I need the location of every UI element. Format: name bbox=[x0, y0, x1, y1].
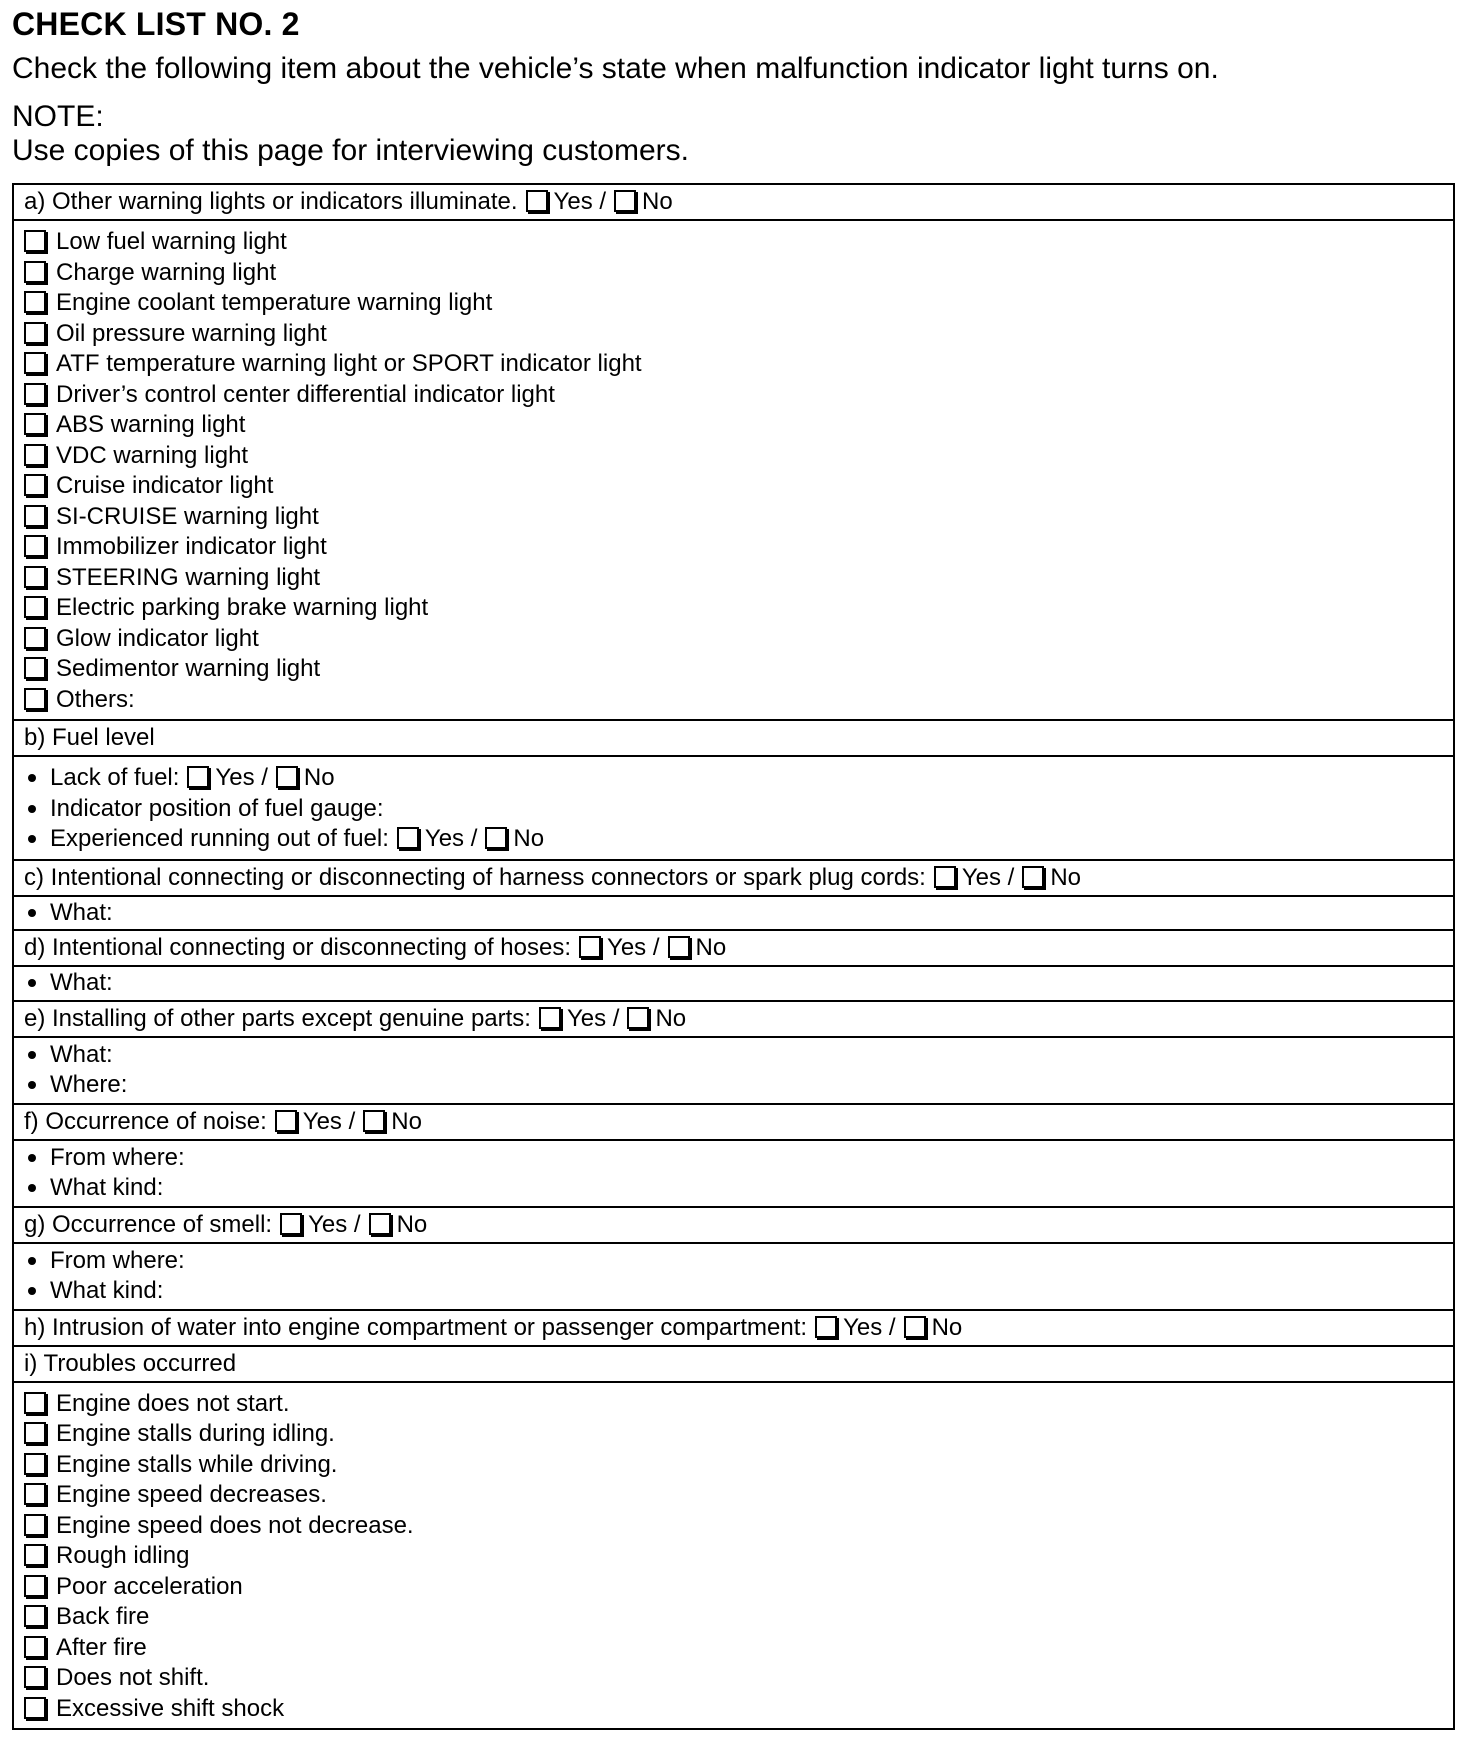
no-label: No bbox=[513, 825, 545, 852]
yes-label: Yes / bbox=[553, 188, 607, 215]
section-b-heading bbox=[14, 721, 1453, 757]
checklist-item[interactable] bbox=[24, 288, 1453, 319]
checklist-item-label: Engine speed decreases. bbox=[56, 1481, 327, 1508]
bullet-icon bbox=[28, 835, 36, 843]
checkbox-icon[interactable] bbox=[275, 1110, 297, 1132]
checklist-item[interactable] bbox=[24, 532, 1453, 563]
yes-label: Yes / bbox=[302, 1107, 356, 1135]
what-kind-label: What kind: bbox=[50, 1277, 164, 1304]
section-i-heading bbox=[14, 1347, 1453, 1383]
checklist-item[interactable] bbox=[24, 471, 1453, 502]
no-option[interactable] bbox=[614, 188, 673, 216]
section-c-body bbox=[14, 897, 1453, 932]
note-text: Use copies of this page for interviewing customers. bbox=[12, 134, 689, 167]
checkbox-icon[interactable] bbox=[24, 352, 46, 374]
checklist-item-label: Engine stalls while driving. bbox=[56, 1450, 338, 1478]
checklist-item[interactable] bbox=[24, 258, 1453, 289]
checklist-item-label: Others: bbox=[56, 685, 135, 713]
checklist-item-label: Excessive shift shock bbox=[56, 1694, 285, 1722]
list-item bbox=[24, 1143, 1453, 1174]
checkbox-icon[interactable] bbox=[276, 766, 298, 788]
list-item bbox=[24, 968, 1453, 999]
checklist-item-label: SI-CRUISE warning light bbox=[56, 502, 319, 530]
list-item bbox=[24, 1276, 1453, 1307]
checkbox-icon[interactable] bbox=[24, 1666, 46, 1688]
checkbox-icon[interactable] bbox=[24, 535, 46, 557]
checklist-item[interactable] bbox=[24, 319, 1453, 350]
section-b-body bbox=[14, 757, 1453, 861]
no-option[interactable] bbox=[668, 934, 727, 962]
checkbox-icon[interactable] bbox=[668, 936, 690, 958]
what-label: What: bbox=[50, 1040, 113, 1068]
list-item bbox=[24, 1040, 1453, 1071]
checklist-item[interactable] bbox=[24, 380, 1453, 411]
section-f-body bbox=[14, 1141, 1453, 1208]
checkbox-icon[interactable] bbox=[24, 413, 46, 435]
checkbox-icon[interactable] bbox=[485, 827, 507, 849]
bullet-icon bbox=[28, 1051, 36, 1059]
checklist-item[interactable] bbox=[24, 1663, 1453, 1694]
checkbox-icon[interactable] bbox=[24, 444, 46, 466]
no-label: No bbox=[1050, 863, 1082, 891]
checklist-item[interactable] bbox=[24, 563, 1453, 594]
yes-option[interactable] bbox=[187, 763, 268, 794]
checklist-item[interactable] bbox=[24, 1450, 1453, 1481]
checkbox-icon[interactable] bbox=[369, 1213, 391, 1235]
checkbox-icon[interactable] bbox=[24, 505, 46, 527]
section-f-label: f) Occurrence of noise: bbox=[24, 1107, 267, 1135]
no-label: No bbox=[931, 1313, 963, 1341]
checklist-item-label: STEERING warning light bbox=[56, 563, 321, 591]
checkbox-icon[interactable] bbox=[24, 383, 46, 405]
checkbox-icon[interactable] bbox=[526, 190, 548, 212]
checkbox-icon[interactable] bbox=[24, 474, 46, 496]
checklist-item-label: Sedimentor warning light bbox=[56, 655, 321, 682]
note-label: NOTE: bbox=[12, 100, 104, 133]
section-a-label: a) Other warning lights or indicators illuminate. bbox=[24, 188, 518, 215]
bullet-icon bbox=[28, 1081, 36, 1089]
checklist-form bbox=[12, 183, 1455, 1730]
checklist-item-label: Back fire bbox=[56, 1603, 150, 1630]
checkbox-icon[interactable] bbox=[24, 230, 46, 252]
checkbox-icon[interactable] bbox=[24, 1636, 46, 1658]
bullet-icon bbox=[28, 1184, 36, 1192]
what-label: What: bbox=[50, 969, 113, 996]
checkbox-icon[interactable] bbox=[24, 1483, 46, 1505]
checkbox-icon[interactable] bbox=[24, 1514, 46, 1536]
checklist-item-label: Oil pressure warning light bbox=[56, 319, 327, 347]
section-h-heading bbox=[14, 1311, 1453, 1347]
checkbox-icon[interactable] bbox=[24, 688, 46, 710]
bullet-icon bbox=[28, 1287, 36, 1295]
checklist-item-label: ABS warning light bbox=[56, 411, 246, 438]
checkbox-icon[interactable] bbox=[187, 766, 209, 788]
yes-option[interactable] bbox=[280, 1211, 361, 1239]
what-kind-label: What kind: bbox=[50, 1174, 164, 1201]
checklist-item-label: Does not shift. bbox=[56, 1664, 210, 1691]
intro-text: Check the following item about the vehicle’s state when malfunction indicator light turns on. bbox=[12, 52, 1219, 85]
section-g-label: g) Occurrence of smell: bbox=[24, 1210, 273, 1238]
section-e-heading bbox=[14, 1002, 1453, 1038]
checkbox-icon[interactable] bbox=[397, 827, 419, 849]
checkbox-icon[interactable] bbox=[24, 1605, 46, 1627]
checklist-item[interactable] bbox=[24, 685, 1453, 716]
yes-label: Yes / bbox=[215, 764, 268, 791]
checklist-item[interactable] bbox=[24, 624, 1453, 655]
section-c-heading bbox=[14, 861, 1453, 897]
section-c-label: c) Intentional connecting or disconnecting of harness connectors or spark plug cords: bbox=[24, 863, 926, 891]
checklist-item[interactable] bbox=[24, 654, 1453, 685]
section-f-heading bbox=[14, 1105, 1453, 1141]
no-option[interactable] bbox=[904, 1314, 963, 1342]
checklist-item-label: Rough idling bbox=[56, 1542, 190, 1569]
section-g-heading bbox=[14, 1208, 1453, 1244]
checkbox-icon[interactable] bbox=[24, 596, 46, 618]
section-b-label: b) Fuel level bbox=[24, 724, 155, 751]
from-where-label: From where: bbox=[50, 1246, 185, 1274]
no-option[interactable] bbox=[363, 1108, 422, 1136]
list-item bbox=[24, 763, 1453, 794]
no-label: No bbox=[391, 1107, 422, 1135]
checkbox-icon[interactable] bbox=[614, 190, 636, 212]
checklist-item-label: Engine stalls during idling. bbox=[56, 1420, 335, 1447]
bullet-icon bbox=[28, 774, 36, 782]
checklist-item[interactable] bbox=[24, 1541, 1453, 1572]
checklist-item[interactable] bbox=[24, 1694, 1453, 1725]
list-item bbox=[24, 1070, 1453, 1101]
yes-label: Yes / bbox=[843, 1313, 896, 1341]
checkbox-icon[interactable] bbox=[24, 657, 46, 679]
section-d-body bbox=[14, 967, 1453, 1002]
checklist-item[interactable] bbox=[24, 227, 1453, 258]
yes-label: Yes / bbox=[961, 863, 1015, 891]
list-item bbox=[24, 1173, 1453, 1204]
checklist-item-label: Engine speed does not decrease. bbox=[56, 1511, 414, 1539]
checkbox-icon[interactable] bbox=[24, 322, 46, 344]
section-d-label: d) Intentional connecting or disconnecting of hoses: bbox=[24, 934, 572, 961]
checkbox-icon[interactable] bbox=[627, 1007, 649, 1029]
checkbox-icon[interactable] bbox=[815, 1316, 837, 1338]
section-d-heading bbox=[14, 931, 1453, 967]
bullet-icon bbox=[28, 979, 36, 987]
yes-label: Yes / bbox=[424, 825, 478, 852]
ran-out-of-fuel-label: Experienced running out of fuel: bbox=[50, 825, 389, 852]
checkbox-icon[interactable] bbox=[539, 1007, 561, 1029]
checkbox-icon[interactable] bbox=[24, 1697, 46, 1719]
no-option[interactable] bbox=[1022, 864, 1081, 892]
checklist-item[interactable] bbox=[24, 410, 1453, 441]
checklist-item-label: Low fuel warning light bbox=[56, 228, 287, 255]
checklist-item[interactable] bbox=[24, 502, 1453, 533]
section-g-body bbox=[14, 1244, 1453, 1311]
checkbox-icon[interactable] bbox=[363, 1110, 385, 1132]
checkbox-icon[interactable] bbox=[1022, 866, 1044, 888]
no-label: No bbox=[642, 188, 673, 215]
checklist-item-label: Poor acceleration bbox=[56, 1572, 243, 1600]
checkbox-icon[interactable] bbox=[24, 1422, 46, 1444]
checkbox-icon[interactable] bbox=[24, 627, 46, 649]
yes-option[interactable] bbox=[539, 1005, 620, 1033]
checklist-item-label: Charge warning light bbox=[56, 258, 277, 286]
checklist-item-label: ATF temperature warning light or SPORT indicator light bbox=[56, 350, 642, 377]
checkbox-icon[interactable] bbox=[280, 1213, 302, 1235]
checklist-item-label: VDC warning light bbox=[56, 441, 249, 469]
bullet-icon bbox=[28, 805, 36, 813]
no-label: No bbox=[396, 1210, 428, 1238]
checklist-item[interactable] bbox=[24, 1602, 1453, 1633]
checkbox-icon[interactable] bbox=[24, 1453, 46, 1475]
bullet-icon bbox=[28, 909, 36, 917]
checklist-item[interactable] bbox=[24, 441, 1453, 472]
yes-label: Yes / bbox=[566, 1004, 620, 1032]
checklist-item[interactable] bbox=[24, 1511, 1453, 1542]
checklist-item-label: Cruise indicator light bbox=[56, 472, 274, 499]
checklist-item[interactable] bbox=[24, 1480, 1453, 1511]
yes-label: Yes / bbox=[308, 1210, 361, 1238]
bullet-icon bbox=[28, 1257, 36, 1265]
section-i-body bbox=[14, 1383, 1453, 1729]
section-e-label: e) Installing of other parts except genuine parts: bbox=[24, 1004, 531, 1032]
list-item bbox=[24, 794, 1453, 825]
no-option[interactable] bbox=[276, 763, 335, 794]
no-label: No bbox=[695, 934, 727, 961]
checkbox-icon[interactable] bbox=[24, 1544, 46, 1566]
no-option[interactable] bbox=[369, 1211, 428, 1239]
checkbox-icon[interactable] bbox=[24, 1575, 46, 1597]
checklist-item-label: Engine coolant temperature warning light bbox=[56, 289, 493, 316]
checklist-item[interactable] bbox=[24, 1633, 1453, 1664]
checklist-item-label: Electric parking brake warning light bbox=[56, 594, 429, 621]
section-e-body bbox=[14, 1038, 1453, 1105]
page-title: CHECK LIST NO. 2 bbox=[12, 6, 300, 42]
checkbox-icon[interactable] bbox=[24, 1392, 46, 1414]
checklist-item[interactable] bbox=[24, 1389, 1453, 1420]
checkbox-icon[interactable] bbox=[579, 936, 601, 958]
checklist-item-label: Driver’s control center differential indicator light bbox=[56, 380, 555, 408]
checklist-item-label: Immobilizer indicator light bbox=[56, 533, 327, 560]
checklist-item[interactable] bbox=[24, 1419, 1453, 1450]
bullet-icon bbox=[28, 1154, 36, 1162]
section-i-label: i) Troubles occurred bbox=[24, 1349, 237, 1377]
checklist-item-label: Glow indicator light bbox=[56, 624, 259, 652]
what-label: What: bbox=[50, 898, 113, 926]
no-label: No bbox=[303, 764, 335, 791]
section-h-label: h) Intrusion of water into engine compartment or passenger compartment: bbox=[24, 1313, 808, 1341]
list-item bbox=[24, 824, 1453, 855]
yes-option[interactable] bbox=[275, 1108, 356, 1136]
checkbox-icon[interactable] bbox=[904, 1316, 926, 1338]
yes-option[interactable] bbox=[579, 934, 660, 962]
checkbox-icon[interactable] bbox=[24, 566, 46, 588]
checklist-item[interactable] bbox=[24, 349, 1453, 380]
section-a-body bbox=[14, 221, 1453, 721]
yes-option[interactable] bbox=[815, 1314, 896, 1342]
list-item bbox=[24, 1246, 1453, 1277]
list-item bbox=[24, 898, 1453, 929]
no-label: No bbox=[655, 1004, 687, 1032]
lack-of-fuel-label: Lack of fuel: bbox=[50, 764, 180, 791]
from-where-label: From where: bbox=[50, 1143, 185, 1171]
checkbox-icon[interactable] bbox=[24, 291, 46, 313]
fuel-gauge-position-label: Indicator position of fuel gauge: bbox=[50, 794, 384, 822]
no-option[interactable] bbox=[485, 824, 544, 855]
yes-option[interactable] bbox=[397, 824, 478, 855]
checklist-item[interactable] bbox=[24, 593, 1453, 624]
yes-option[interactable] bbox=[526, 188, 607, 216]
checklist-item[interactable] bbox=[24, 1572, 1453, 1603]
checkbox-icon[interactable] bbox=[934, 866, 956, 888]
checkbox-icon[interactable] bbox=[24, 261, 46, 283]
checklist-item-label: After fire bbox=[56, 1633, 147, 1661]
no-option[interactable] bbox=[627, 1005, 686, 1033]
yes-label: Yes / bbox=[607, 934, 660, 961]
where-label: Where: bbox=[50, 1071, 128, 1098]
section-a-heading bbox=[14, 185, 1453, 221]
yes-option[interactable] bbox=[934, 864, 1015, 892]
checklist-item-label: Engine does not start. bbox=[56, 1389, 290, 1417]
